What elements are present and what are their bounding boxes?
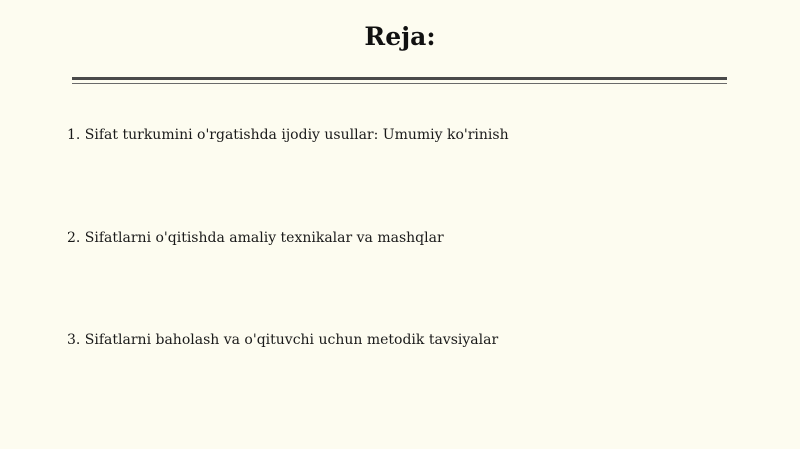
title-divider (72, 77, 727, 84)
divider-thin-line (72, 83, 727, 84)
plan-item-1: 1. Sifat turkumini o'rgatishda ijodiy usullar: Umumiy ko'rinish (67, 127, 509, 143)
plan-item-2: 2. Sifatlarni o'qitishda amaliy texnikalar va mashqlar (67, 230, 444, 246)
divider-thick-line (72, 77, 727, 80)
plan-item-3: 3. Sifatlarni baholash va o'qituvchi uchun metodik tavsiyalar (67, 332, 499, 348)
slide-title: Reja: (364, 22, 436, 51)
